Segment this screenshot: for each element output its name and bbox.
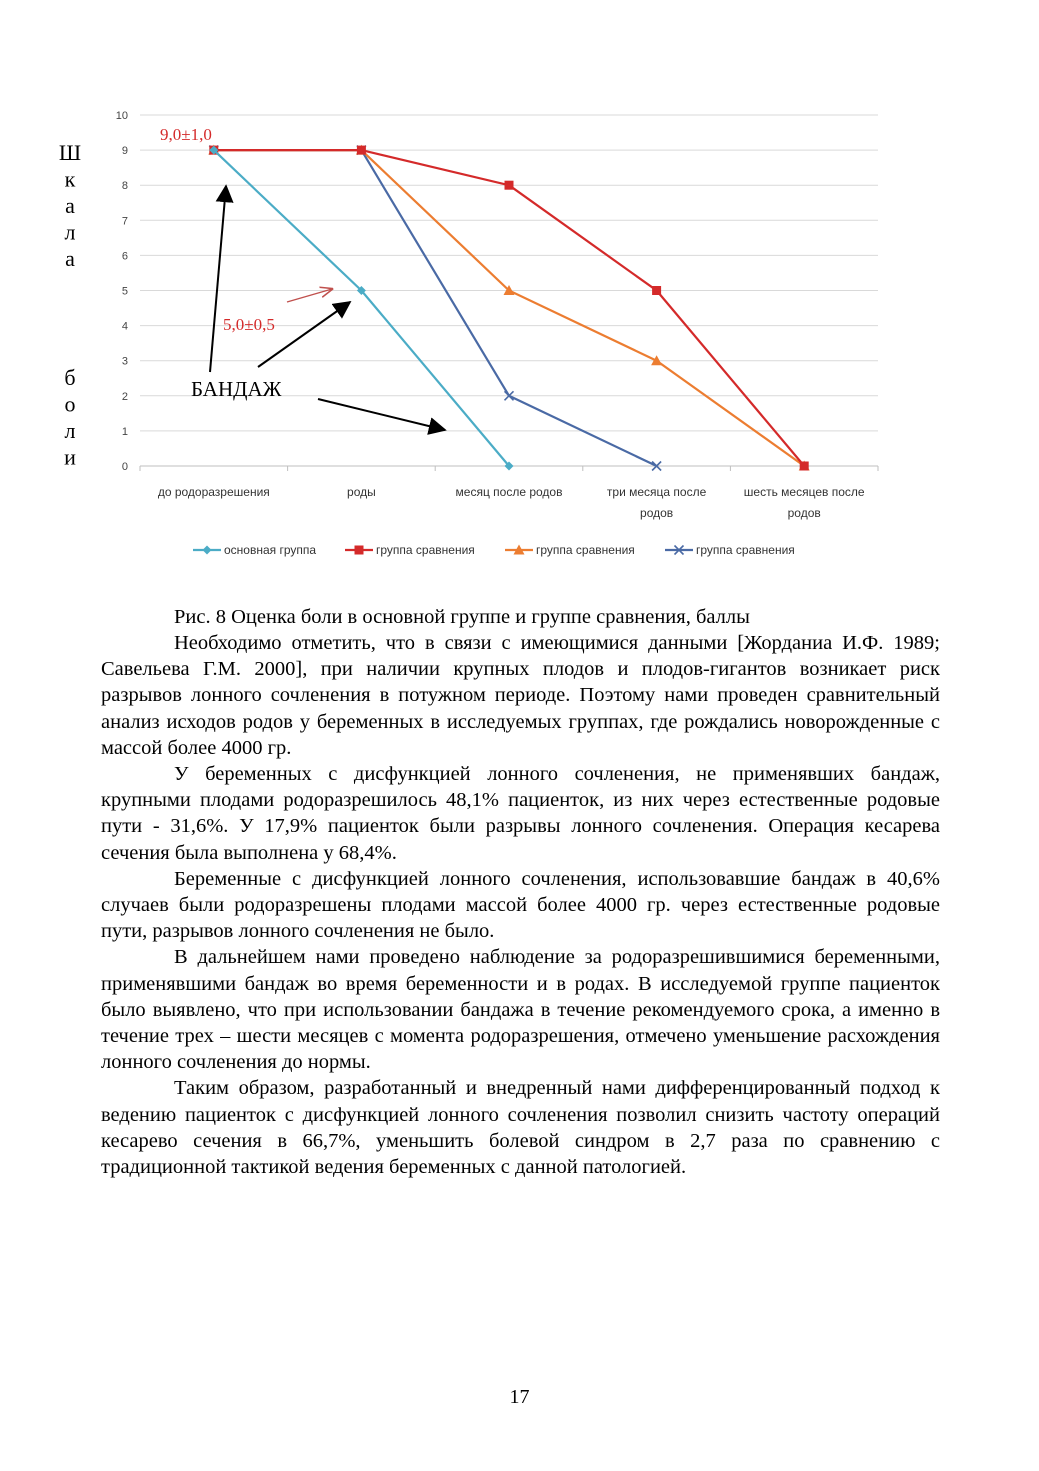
y-tick-label: 6 [121,250,128,263]
y-tick-label: 3 [121,355,128,368]
data-point [355,546,364,555]
y-tick-label: 4 [121,320,128,333]
chart-annotations [160,125,445,430]
legend-entry: основная группа [224,543,317,557]
annotation-bandage: БАНДАЖ [191,377,282,401]
y-axis-label-char: л [64,418,76,443]
y-axis-label-char: о [64,391,76,417]
y-tick-label: 8 [121,180,128,193]
annotation-birth-score: 5,0±0,5 [223,315,275,334]
pain-score-chart [0,0,1039,580]
bandage-arrow-3 [318,399,445,430]
y-axis-label-char: л [64,219,76,245]
bandage-arrow-2 [258,302,350,367]
body-text [101,630,940,1180]
x-category-label: шесть месяцев после [743,485,865,499]
legend-entry: группа сравнения [376,543,475,557]
data-point [203,546,212,555]
y-tick-label: 1 [121,425,128,438]
y-axis-label-char: а [65,246,75,271]
data-point [357,146,366,155]
y-tick-label: 10 [115,110,128,122]
chart-series [208,145,809,471]
series-line [214,150,509,466]
data-point [652,286,661,295]
series-line [214,150,804,466]
x-category-label: родов [787,506,821,520]
data-point [505,181,514,190]
x-category-label: родов [640,506,674,520]
figure-caption: Рис. 8 Оценка боли в основной группе и группе сравнения, баллы [174,606,750,628]
page-number: 17 [509,1386,530,1408]
y-axis-label-char: Ш [58,140,82,165]
paragraph-4: В дальнейшем нами проведено наблюдение за родоразрешившимися беременными, применявшими бандаж во время беременности и в родах. В исследуемой группе пациенток было выявлено, что при использовании бандажа в течение рекомендуемого срока, а именно в течение трех – шести месяцев с момента родоразрешения, отмечено уменьшение расхождения лонного сочленения до нормы. [101,946,940,1074]
y-tick-label: 7 [121,215,128,228]
y-axis-label-char: б [64,365,76,390]
series-line [214,150,657,466]
x-category-label: роды [347,485,376,499]
y-axis-label-char: а [65,193,75,218]
bandage-arrow-1 [210,186,226,372]
chart-legend [193,543,795,557]
paragraph-5: Таким образом, разработанный и внедренный нами дифференцированный подход к ведению пациенток с дисфункцией лонного сочленения позволил снизить частоту операций кесарево сечения в 66,7%, уменьшить болевой синдром в 2,7 раза по сравнению с традиционной тактикой ведения беременных с данной патологией. [101,1077,940,1179]
y-tick-label: 5 [121,285,128,298]
x-category-labels [158,485,865,520]
x-category-label: до родоразрешения [157,485,270,499]
legend-entry: группа сравнения [696,543,795,557]
paragraph-2: У беременных с дисфункцией лонного сочленения, не применявших бандаж, крупными плодами родоразрешилось 48,1% пациенток, из них через естественные родовые пути - 31,6%. У 17,9% пациенток были разрывы лонного сочленения. Операция кесарева сечения была выполнена у 68,4%. [101,763,940,864]
y-axis-label-char: и [64,444,76,470]
chart-svg [0,0,1039,580]
series-line [214,150,804,466]
y-tick-labels [116,110,128,473]
annotation-baseline-score: 9,0±1,0 [160,125,212,144]
y-axis-label-char: к [64,166,76,192]
paragraph-1: Необходимо отметить, что в связи с имеющимися данными [Жорданиа И.Ф. 1989; Савельева Г.М. 2000], при наличии крупных плодов и плодов-гигантов возникает риск разрывов лонного сочленения в потужном периоде. Поэтому нами проведен сравнительный анализ исходов родов у беременных в исследуемых группах, где рождались новорожденные с массой более 4000 гр. [101,632,940,759]
y-axis-label [59,140,81,470]
x-category-label: три месяца после [606,485,707,499]
legend-entry: группа сравнения [536,543,635,557]
y-tick-label: 0 [121,461,128,473]
y-tick-label: 9 [121,145,128,158]
x-category-label: месяц после родов [455,485,563,499]
paragraph-3: Беременные с дисфункцией лонного сочленения, использовавшие бандаж в 40,6% случаев были родоразрешены плодами массой более 4000 гр. через естественные родовые пути, разрывов лонного сочленения не было. [101,867,940,943]
data-point [800,462,809,471]
y-tick-label: 2 [121,390,128,403]
